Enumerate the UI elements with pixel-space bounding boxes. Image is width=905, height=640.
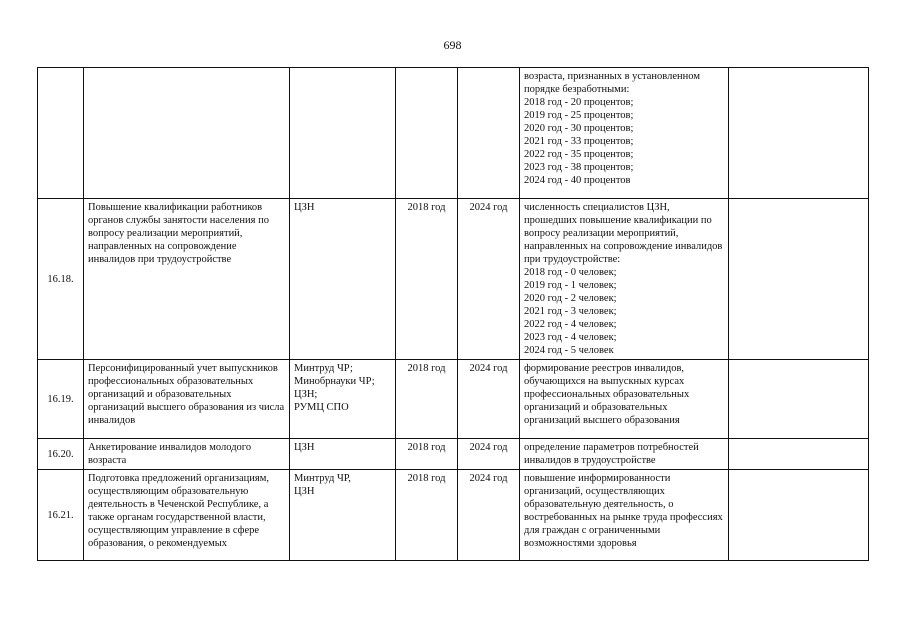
page-number: 698 [443, 38, 462, 52]
result-cell: формирование реестров инвалидов, обучающихся на выпускных курсах профессиональных образовательных организаций и образовательных организаций высшего образования [520, 360, 729, 439]
table-row [38, 360, 869, 439]
note-cell [729, 199, 869, 360]
row-number: 16.21. [38, 470, 84, 561]
end-year-cell [458, 68, 520, 199]
result-cell: численность специалистов ЦЗН, прошедших повышение квалификации по вопросу реализации мероприятий, направленных на сопровождение инвалидов при трудоустройстве: 2018 год - 0 человек; 2019 год - 1 человек; 2020 год - 2 человек; 2021 год - 3 человек; 2022 год - 4 человек; 2023 год - 4 человек; 2024 год - 5 человек [520, 199, 729, 360]
table-row [38, 470, 869, 561]
executor-cell [290, 68, 396, 199]
table-row [38, 199, 869, 360]
event-cell [84, 68, 290, 199]
measures-table [37, 67, 869, 561]
end-year-cell: 2024 год [458, 199, 520, 360]
event-cell: Персонифицированный учет выпускников профессиональных образовательных организаций и образовательных организаций высшего образования из числа инвалидов [84, 360, 290, 439]
executor-cell: Минтруд ЧР; Минобрнауки ЧР; ЦЗН; РУМЦ СПО [290, 360, 396, 439]
row-number [38, 68, 84, 199]
row-number: 16.20. [38, 439, 84, 470]
result-cell: определение параметров потребностей инвалидов в трудоустройстве [520, 439, 729, 470]
result-cell: возраста, признанных в установленном порядке безработными: 2018 год - 20 процентов; 2019 год - 25 процентов; 2020 год - 30 процентов; 2021 год - 33 процентов; 2022 год - 35 процентов; 2023 год - 38 процентов; 2024 год - 40 процентов [520, 68, 729, 199]
note-cell [729, 68, 869, 199]
start-year-cell: 2018 год [396, 360, 458, 439]
start-year-cell: 2018 год [396, 439, 458, 470]
note-cell [729, 439, 869, 470]
end-year-cell: 2024 год [458, 470, 520, 561]
executor-cell: ЦЗН [290, 439, 396, 470]
note-cell [729, 470, 869, 561]
event-cell: Подготовка предложений организациям, осуществляющим образовательную деятельность в Чеченской Республике, а также органам государственной власти, осуществляющим управление в сфере образования, о рекомендуемых [84, 470, 290, 561]
row-number: 16.18. [38, 199, 84, 360]
executor-cell: ЦЗН [290, 199, 396, 360]
table-row [38, 68, 869, 199]
start-year-cell [396, 68, 458, 199]
note-cell [729, 360, 869, 439]
table-row [38, 439, 869, 470]
result-cell: повышение информированности организаций, осуществляющих образовательную деятельность, о востребованных на рынке труда профессиях для граждан с ограниченными возможностями здоровья [520, 470, 729, 561]
row-number: 16.19. [38, 360, 84, 439]
executor-cell: Минтруд ЧР, ЦЗН [290, 470, 396, 561]
end-year-cell: 2024 год [458, 360, 520, 439]
end-year-cell: 2024 год [458, 439, 520, 470]
event-cell: Повышение квалификации работников органов службы занятости населения по вопросу реализации мероприятий, направленных на сопровождение инвалидов при трудоустройстве [84, 199, 290, 360]
start-year-cell: 2018 год [396, 199, 458, 360]
event-cell: Анкетирование инвалидов молодого возраста [84, 439, 290, 470]
start-year-cell: 2018 год [396, 470, 458, 561]
